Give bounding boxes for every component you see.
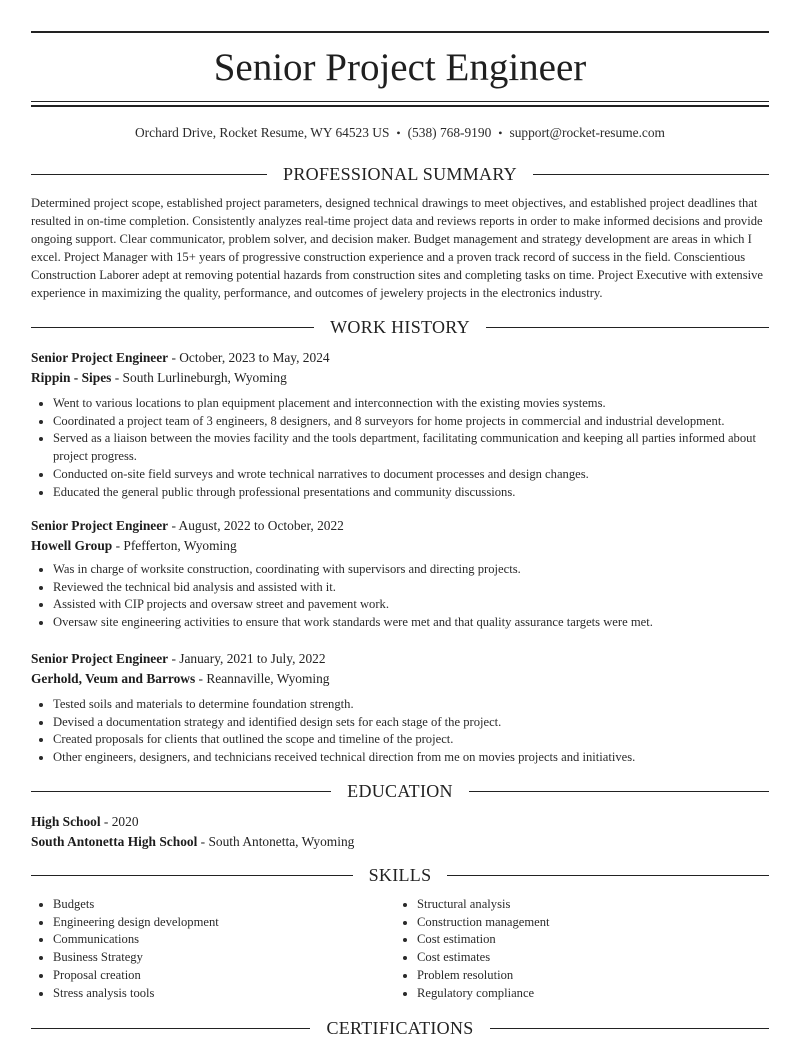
- section-heading-education: [31, 779, 769, 803]
- header-rule: [31, 105, 769, 107]
- section-heading-work-history: [31, 315, 769, 339]
- contact-separator: •: [396, 126, 401, 140]
- skill-item: • Construction management: [417, 914, 755, 932]
- section-title: SKILLS: [368, 864, 432, 885]
- education-degree-line: [31, 812, 769, 832]
- list-item: • Tested soils and materials to determine foundation strength.: [53, 696, 769, 714]
- skill-item: • Communications: [53, 931, 391, 949]
- job-company-line: [31, 669, 769, 689]
- list-item: • Went to various locations to plan equipment placement and interconnection with the existing movies systems.: [53, 395, 769, 413]
- job-company: Howell Group: [31, 537, 113, 553]
- job-entry: [31, 649, 769, 767]
- skill-item: • Business Strategy: [53, 949, 391, 967]
- contact-email: support@rocket-resume.com: [509, 125, 665, 140]
- job-title: Senior Project Engineer: [31, 651, 169, 666]
- skills-column-left: [31, 896, 391, 1002]
- list-item: • Was in charge of worksite construction, coordinating with supervisors and directing projects.: [53, 561, 769, 579]
- section-title: WORK HISTORY: [330, 316, 470, 337]
- education-degree: High School: [31, 814, 101, 829]
- skill-item: • Cost estimation: [417, 931, 755, 949]
- header-rule: [31, 101, 769, 102]
- job-title-line: [31, 348, 769, 368]
- list-item: • Assisted with CIP projects and oversaw street and pavement work.: [53, 596, 769, 614]
- section-heading-summary: [31, 162, 769, 186]
- job-title-line: [31, 516, 769, 536]
- job-bullets: [31, 696, 769, 767]
- heading-rule: [31, 875, 353, 876]
- list-item: • Conducted on-site field surveys and wrote technical narratives to document processes and design changes.: [53, 466, 769, 484]
- list-item: • Oversaw site engineering activities to ensure that work standards were met and that quality assurance targets were met.: [53, 614, 769, 632]
- job-location: - Pfefferton, Wyoming: [112, 537, 237, 553]
- job-company-line: [31, 368, 769, 388]
- list-item: • Coordinated a project team of 3 engineers, 8 designers, and 8 surveyors for home projects in commercial and industrial development.: [53, 413, 769, 431]
- contact-address: Orchard Drive, Rocket Resume, WY 64523 US: [135, 125, 390, 140]
- heading-rule: [490, 1028, 769, 1029]
- job-bullets: [31, 561, 769, 632]
- skills-column-right: [395, 896, 755, 1002]
- heading-rule: [31, 1028, 310, 1029]
- list-item: • Educated the general public through professional presentations and community discussions.: [53, 484, 769, 502]
- skill-item: • Budgets: [53, 896, 391, 914]
- skill-item: • Engineering design development: [53, 914, 391, 932]
- heading-rule: [31, 174, 267, 175]
- education-entry: [31, 812, 769, 851]
- section-title: CERTIFICATIONS: [326, 1017, 474, 1038]
- job-title: Senior Project Engineer: [31, 350, 169, 365]
- job-entry: [31, 348, 769, 501]
- list-item: • Created proposals for clients that outlined the scope and timeline of the project.: [53, 731, 769, 749]
- contact-phone: (538) 768-9190: [407, 125, 492, 140]
- section-title: EDUCATION: [347, 780, 453, 801]
- list-item: • Devised a documentation strategy and identified design sets for each stage of the project.: [53, 714, 769, 732]
- contact-separator: •: [498, 126, 503, 140]
- summary-paragraph: Determined project scope, established project parameters, designed technical drawings to meet objectives, and established project deadlines that resulted in on-time completion. Consistently analyzes real-time project data and reviews reports in order to make informed decisions and provide ongoing support. Clear communicator, problem solver, and decision maker. Budget management and strategy development are areas in which I excel. Project Manager with 15+ years of progressive construction experience and a proven track record of success in the field. Conscientious Construction Laborer adept at removing potential hazards from construction sites and completing tasks on time. Project Executive with extensive experience in maximizing the quality, performance, and outcomes of jewelery projects in the electronics industry.: [31, 196, 763, 300]
- skill-item: • Problem resolution: [417, 967, 755, 985]
- job-entry: [31, 516, 769, 632]
- skill-item: • Proposal creation: [53, 967, 391, 985]
- skill-item: • Structural analysis: [417, 896, 755, 914]
- education-school: South Antonetta High School: [31, 833, 198, 849]
- heading-rule: [486, 327, 769, 328]
- job-dates: - October, 2023 to May, 2024: [168, 350, 330, 365]
- job-company: Gerhold, Veum and Barrows: [31, 670, 196, 686]
- top-rule: [31, 31, 769, 33]
- heading-rule: [447, 875, 769, 876]
- skill-item: • Stress analysis tools: [53, 985, 391, 1003]
- job-dates: - January, 2021 to July, 2022: [168, 651, 326, 666]
- skill-item: • Regulatory compliance: [417, 985, 755, 1003]
- section-heading-skills: [31, 863, 769, 887]
- skill-item: • Cost estimates: [417, 949, 755, 967]
- heading-rule: [31, 327, 314, 328]
- resume-name: Senior Project Engineer: [213, 46, 587, 89]
- contact-line: [31, 123, 769, 143]
- skills-list: [395, 896, 755, 1002]
- list-item: • Served as a liaison between the movies facility and the tools department, facilitating communication and keeping all parties informed about project progress.: [53, 430, 769, 465]
- education-location: - South Antonetta, Wyoming: [197, 833, 355, 849]
- education-year: - 2020: [100, 814, 139, 829]
- heading-rule: [533, 174, 769, 175]
- job-bullets: [31, 395, 769, 501]
- section-heading-certifications: [31, 1016, 769, 1040]
- job-title-line: [31, 649, 769, 669]
- job-dates: - August, 2022 to October, 2022: [168, 518, 344, 533]
- heading-rule: [469, 791, 769, 792]
- section-title: PROFESSIONAL SUMMARY: [283, 163, 517, 184]
- job-company-line: [31, 536, 769, 556]
- job-company: Rippin - Sipes: [31, 369, 112, 385]
- job-location: - Reannaville, Wyoming: [195, 670, 330, 686]
- education-school-line: [31, 832, 769, 852]
- skills-list: [31, 896, 391, 1002]
- job-title: Senior Project Engineer: [31, 518, 169, 533]
- list-item: • Reviewed the technical bid analysis and assisted with it.: [53, 579, 769, 597]
- heading-rule: [31, 791, 331, 792]
- job-location: - South Lurlineburgh, Wyoming: [111, 369, 287, 385]
- list-item: • Other engineers, designers, and technicians received technical direction from me on movies projects and initiatives.: [53, 749, 769, 767]
